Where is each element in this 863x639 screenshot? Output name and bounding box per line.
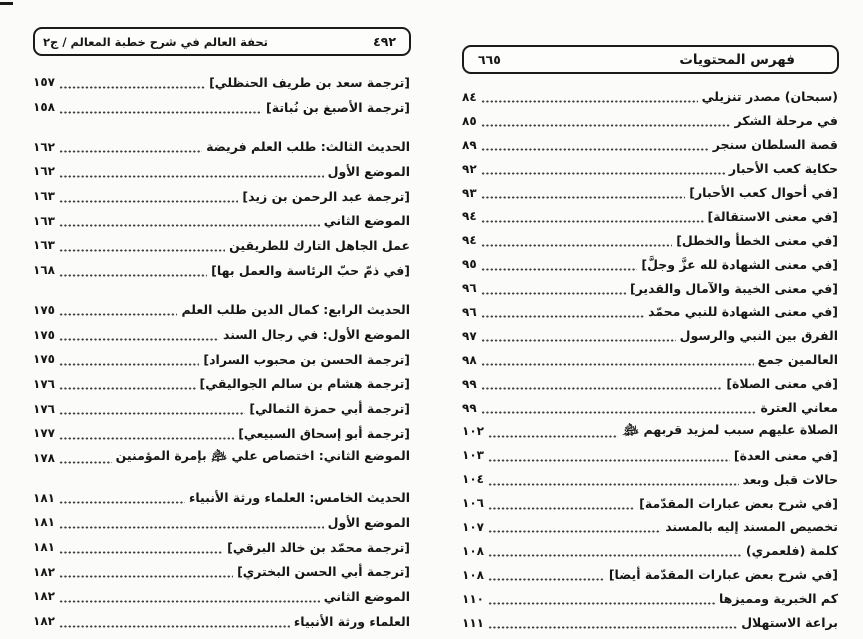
toc-entry-title: معاني العترة (760, 400, 838, 416)
left-page-toc-list (33, 70, 410, 633)
toc-row (462, 276, 838, 300)
toc-row (462, 109, 838, 133)
toc-entry-page: ١٦٣ (33, 213, 55, 228)
toc-entry-page: ١٧٦ (33, 401, 55, 416)
toc-entry-title: [ترجمة هشام بن سالم الجواليقي] (199, 376, 410, 392)
toc-entry-title: العلماء ورثة الأنبياء (293, 613, 410, 629)
toc-entry-title: [في شرح بعض عبارات المقدّمة] (639, 495, 838, 511)
toc-row (462, 300, 838, 324)
toc-entry-title: [ترجمة عبد الرحمن بن زيد] (242, 188, 410, 204)
dotted-leader (481, 363, 754, 366)
toc-row (33, 559, 410, 584)
toc-entry-title: عمل الجاهل التارك للطريقين (229, 237, 410, 253)
toc-row (462, 133, 838, 157)
toc-row (33, 609, 410, 634)
toc-row (462, 467, 838, 491)
toc-entry-page: ١٦٣ (33, 189, 55, 204)
toc-entry-title: الصلاة عليهم سبب لمزيد قربهم ﵈ (621, 421, 838, 437)
toc-row (33, 421, 410, 446)
toc-entry-page: ١٠٧ (462, 519, 484, 534)
toc-row (462, 491, 838, 515)
toc-entry-page: ١٠٣ (462, 448, 484, 463)
toc-entry-title: العالمين جمع (757, 352, 838, 368)
toc-row (462, 228, 838, 252)
toc-entry-page: ٩٤ (462, 209, 477, 224)
dotted-leader (481, 124, 731, 127)
toc-entry-page: ٨٥ (462, 113, 477, 128)
toc-entry-title: الموضع الأول (327, 514, 410, 530)
toc-entry-title: تخصيص المسند إليه بالمسند (665, 519, 838, 535)
toc-entry-page: ١١١ (462, 615, 484, 630)
dotted-leader (481, 220, 704, 223)
toc-entry-page: ١٠٨ (462, 543, 484, 558)
toc-row (462, 587, 838, 611)
dotted-leader (488, 530, 661, 533)
dotted-leader (59, 200, 238, 203)
toc-entry-title: [ترجمة أبي حمزة الثمالي] (249, 401, 410, 417)
toc-entry-title: [في معنى الشهادة للنبي محمّد (648, 304, 838, 320)
toc-row (462, 539, 838, 563)
toc-entry-title: كلمة (فلعمري) (745, 543, 838, 559)
toc-entry-title: الموضع الأول: في رجال السند (222, 327, 410, 343)
dotted-leader (59, 461, 112, 464)
right-page-header-box (462, 45, 839, 74)
dotted-leader (59, 313, 177, 316)
toc-entry-page: ١٨٢ (33, 614, 55, 629)
toc-row (462, 611, 838, 635)
dotted-leader (481, 196, 686, 199)
toc-entry-page: ٩٧ (462, 328, 477, 343)
toc-row (33, 258, 410, 283)
toc-row (33, 347, 410, 372)
toc-row (462, 563, 838, 587)
toc-entry-page: ١٠٢ (462, 424, 484, 439)
left-page-number: ٤٩٢ (373, 34, 396, 49)
toc-entry-page: ١٧٥ (33, 352, 55, 367)
toc-row (462, 515, 838, 539)
toc-entry-page: ١٦٢ (33, 164, 55, 179)
dotted-leader (481, 100, 698, 103)
toc-entry-title: [ترجمة سعد بن طريف الحنظلي] (209, 74, 410, 90)
toc-entry-title: الفرق بين النبي والرسول (679, 328, 838, 344)
toc-entry-page: ١٨٢ (33, 589, 55, 604)
toc-entry-title: [ترجمة أبو إسحاق السبيعي] (238, 425, 410, 441)
dotted-leader (59, 412, 245, 415)
toc-entry-title: [ترجمة الحسن بن محبوب السراد] (203, 351, 410, 367)
dotted-leader (59, 387, 196, 390)
dotted-leader (481, 148, 709, 151)
left-page-header-box (33, 27, 411, 56)
dotted-leader (59, 249, 225, 252)
toc-entry-title: قصة السلطان سنجر (712, 137, 838, 153)
toc-row (462, 396, 838, 420)
toc-entry-title: [ترجمة الأصبغ بن نُباتة] (266, 99, 410, 115)
toc-row (462, 181, 838, 205)
toc-row (33, 184, 410, 209)
toc-row (462, 419, 838, 443)
toc-entry-page: ١٥٧ (33, 75, 55, 90)
toc-row (462, 204, 838, 228)
dotted-leader (488, 459, 730, 462)
toc-row (33, 510, 410, 535)
toc-entry-page: ٩٦ (462, 281, 477, 296)
toc-row (33, 208, 410, 233)
toc-entry-page: ٩٣ (462, 185, 477, 200)
dotted-leader (488, 554, 742, 557)
toc-entry-title: [في معنى الصلاة] (726, 376, 838, 392)
toc-row (33, 485, 410, 510)
dotted-leader (481, 387, 723, 390)
toc-row (462, 443, 838, 467)
toc-row (33, 298, 410, 323)
toc-entry-title: الحديث الثالث: طلب العلم فريضة (206, 139, 410, 155)
toc-entry-page: ٩٩ (462, 376, 477, 391)
toc-row (33, 70, 410, 95)
toc-entry-title: [في أحوال كعب الأحبار] (689, 185, 838, 200)
toc-entry-page: ٩٦ (462, 304, 477, 319)
toc-entry-page: ١٠٨ (462, 567, 484, 582)
contents-index-title: فهرس المحتويات (679, 51, 795, 68)
toc-row (33, 396, 410, 421)
dotted-leader (481, 292, 626, 295)
toc-entry-page: ١١٠ (462, 591, 484, 606)
dotted-leader (59, 175, 324, 178)
toc-entry-title: الموضع الثاني (323, 213, 410, 229)
toc-entry-title: [في ذمّ حبّ الرئاسة والعمل بها] (211, 262, 410, 278)
toc-entry-page: ١٧٥ (33, 302, 55, 317)
toc-row (33, 372, 410, 397)
toc-row (33, 322, 410, 347)
toc-row (33, 134, 410, 159)
toc-entry-title: [في شرح بعض عبارات المقدّمة أيضا] (608, 567, 838, 583)
toc-entry-page: ١٨٢ (33, 564, 55, 579)
toc-row (33, 535, 410, 560)
dotted-leader (488, 483, 739, 486)
toc-entry-title: [في معنى العدة] (733, 447, 838, 463)
toc-entry-title: في مرحلة الشكر (734, 113, 838, 129)
toc-entry-title: [ترجمة محمّد بن خالد البرقي] (227, 539, 410, 555)
right-page-number: ٦٦٥ (478, 52, 501, 67)
toc-row (462, 157, 838, 181)
dotted-leader (59, 338, 219, 341)
dotted-leader (488, 435, 618, 438)
dotted-leader (488, 578, 605, 581)
dotted-leader (488, 602, 715, 605)
dotted-leader (488, 626, 737, 629)
toc-entry-page: ١٥٨ (33, 100, 55, 115)
toc-entry-title: الحديث الخامس: العلماء ورثة الأنبياء (188, 490, 410, 506)
toc-entry-page: ١٨١ (33, 490, 55, 505)
dotted-leader (59, 625, 290, 628)
toc-entry-page: ١٠٦ (462, 496, 484, 511)
toc-row (462, 372, 838, 396)
toc-entry-page: ١٨١ (33, 515, 55, 530)
toc-row (33, 584, 410, 609)
toc-entry-title: الحديث الرابع: كمال الدين طلب العلم (181, 302, 410, 318)
toc-entry-page: ٨٤ (462, 89, 477, 104)
dotted-leader (59, 111, 262, 114)
toc-entry-title: كم الخبرية ومميزها (718, 591, 838, 607)
toc-entry-title: [في معنى الاستقالة] (707, 208, 838, 224)
toc-entry-page: ١٠٤ (462, 472, 484, 487)
toc-row (33, 233, 410, 258)
toc-entry-title: الموضع الثاني (323, 588, 410, 604)
dotted-leader (59, 501, 185, 504)
dotted-leader (59, 86, 205, 89)
toc-entry-page: ١٦٨ (33, 263, 55, 278)
dotted-leader (481, 315, 644, 318)
dotted-leader (481, 411, 757, 414)
toc-entry-page: ١٧٨ (33, 450, 55, 465)
toc-entry-page: ٨٩ (462, 137, 477, 152)
dotted-leader (59, 363, 199, 366)
toc-row (33, 95, 410, 120)
right-page-toc-list (462, 85, 838, 634)
toc-entry-page: ٩٨ (462, 352, 477, 367)
dotted-leader (59, 150, 202, 153)
dotted-leader (481, 339, 676, 342)
toc-entry-title: حكاية كعب الأحبار (728, 161, 838, 177)
toc-entry-page: ١٧٦ (33, 376, 55, 391)
toc-entry-title: [ترجمة أبي الحسن البختري] (237, 564, 410, 580)
toc-row (33, 159, 410, 184)
dotted-leader (59, 224, 320, 227)
toc-entry-title: [في معنى الشهادة لله عزَّ وجلَّ] (641, 256, 838, 272)
toc-entry-title: الموضع الثاني: اختصاص علي ﵇ بإمرة المؤمنين (115, 448, 410, 464)
toc-entry-page: ١٧٧ (33, 426, 55, 441)
toc-entry-title: (سبحان) مصدر تنزيلي (701, 89, 838, 105)
toc-entry-page: ١٦٣ (33, 238, 55, 253)
toc-entry-title: [في معنى الخيبة والآمال والقدير] (629, 280, 838, 296)
dotted-leader (59, 600, 320, 603)
toc-entry-page: ٩٤ (462, 233, 477, 248)
toc-entry-page: ١٧٥ (33, 327, 55, 342)
scan-edge-artifact (0, 2, 13, 5)
dotted-leader (488, 507, 635, 510)
toc-entry-title: الموضع الأول (327, 163, 410, 179)
toc-entry-title: [في معنى الخطأ والخطل] (676, 232, 838, 248)
dotted-leader (59, 274, 207, 277)
dotted-leader (59, 575, 233, 578)
toc-entry-page: ٩٢ (462, 161, 477, 176)
toc-entry-page: ١٦٢ (33, 139, 55, 154)
dotted-leader (59, 526, 324, 529)
toc-entry-page: ٩٥ (462, 257, 477, 272)
left-page-running-title: تحفة العالم في شرح خطبة المعالم / ج٢ (43, 34, 268, 49)
dotted-leader (481, 244, 673, 247)
toc-row (462, 252, 838, 276)
dotted-leader (481, 172, 725, 175)
dotted-leader (59, 437, 234, 440)
toc-entry-page: ٩٩ (462, 400, 477, 415)
toc-row (462, 348, 838, 372)
toc-entry-title: براعة الاستهلال (741, 615, 838, 631)
toc-row (462, 85, 838, 109)
toc-row (33, 446, 410, 471)
toc-entry-page: ١٨١ (33, 540, 55, 555)
toc-row (462, 324, 838, 348)
dotted-leader (59, 551, 223, 554)
dotted-leader (481, 268, 638, 271)
toc-entry-title: حالات قبل وبعد (742, 471, 838, 487)
